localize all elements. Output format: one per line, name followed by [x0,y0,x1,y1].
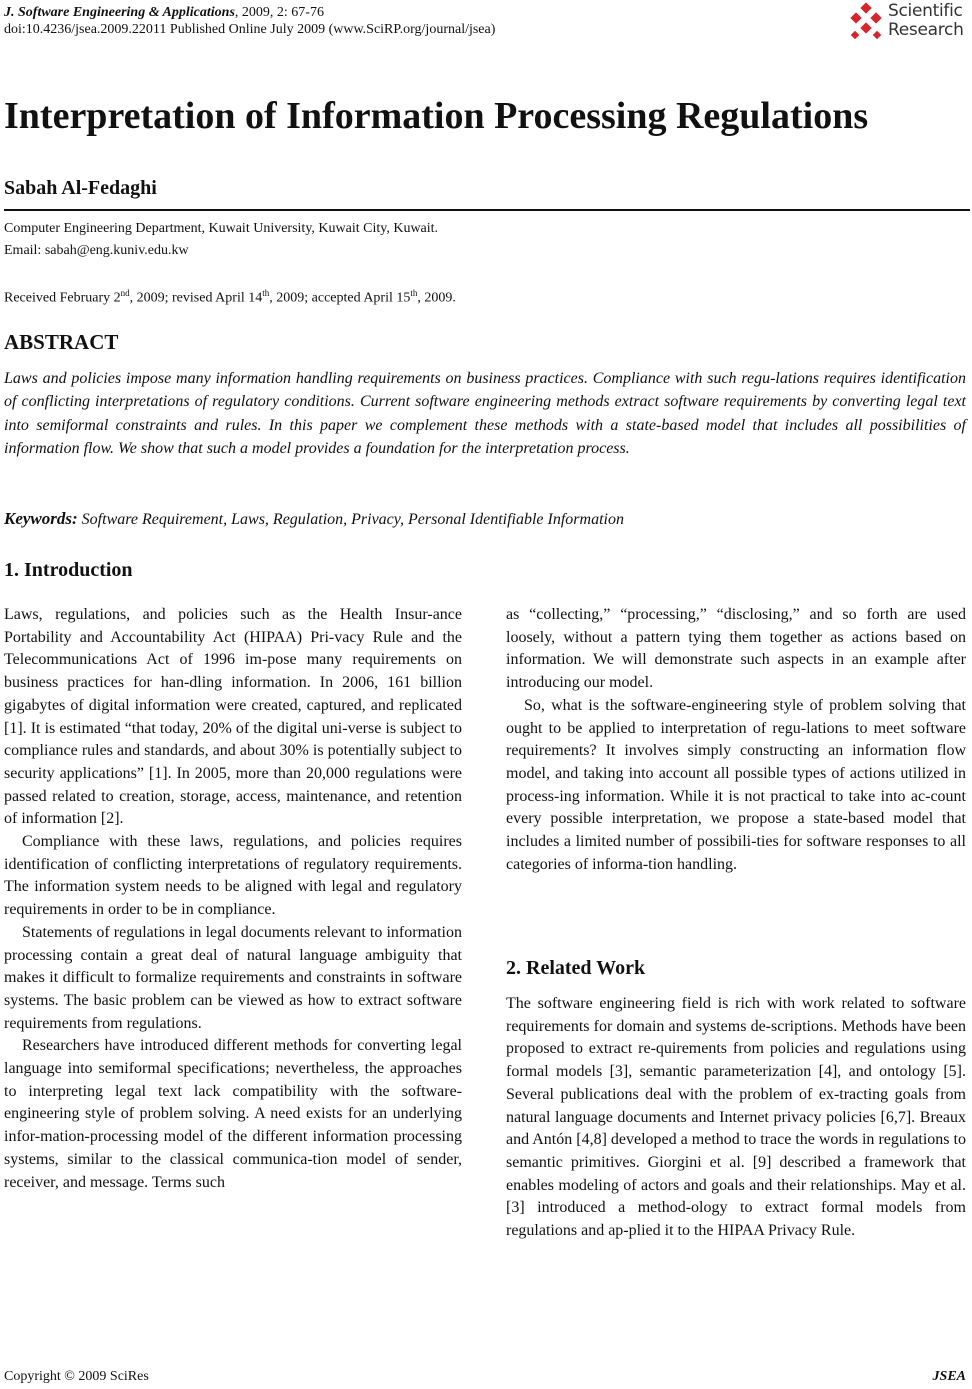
section-1-heading: 1. Introduction [4,559,133,581]
right-column-bottom [506,993,966,1243]
intro-paragraph-6: So, what is the software-engineering style of problem solving that ought to be applied to interpretation of regu-lations to meet software requirements? It involves simply constructing an information flow model, and taking into account all possible types of actions utilized in process-ing information. While it is not practical to take into ac-count every possible interpretation, we propose a state-based model that includes a limited number of possibili-ties for software responses to all categories of informa-tion handling. [506,696,966,873]
intro-paragraph-3: Statements of regulations in legal documents relevant to information processing contain a great deal of natural language ambiguity that makes it difficult to formalize requirements and constraints in software systems. The basic problem can be viewed as how to extract software requirements from regulations. [4,923,462,1032]
journal-citation [4,4,324,21]
logo-line-1: Scientific [888,1,963,21]
received-text-3: , 2009; accepted April 15 [269,290,411,306]
right-column-top [506,604,966,876]
intro-paragraph-2: Compliance with these laws, regulations, and policies requires identification of conflicting interpretations of regulatory requirements. The information system needs to be aligned with legal and regulatory requirements in order to be in compliance. [4,833,462,919]
received-text-1: Received February 2 [4,290,121,306]
author-affiliation: Computer Engineering Department, Kuwait University, Kuwait City, Kuwait. [4,221,439,236]
received-text-2: , 2009; revised April 14 [129,290,263,306]
journal-volume-pages: , 2009, 2: 67-76 [234,5,324,20]
scientific-research-logo [848,2,966,44]
logo-mark-icon [848,2,886,42]
received-sup-2: th [262,288,270,298]
intro-paragraph-4: Researchers have introduced different methods for converting legal language into semiformal specifications; nevertheless, the approaches to interpreting legal text lack compatibility with the software-engineering style of problem solving. A need exists for an underlying infor-mation-processing model of the different information processing systems, similar to the classical communica-tion model of sender, receiver, and message. Terms such [4,1037,462,1191]
logo-line-2: Research [888,20,964,40]
keywords-label: Keywords [4,509,72,528]
keywords-line [4,508,624,531]
section-2-heading: 2. Related Work [506,957,646,979]
paper-title: Interpretation of Information Processing Regulations [4,95,869,137]
keywords-text: Software Requirement, Laws, Regulation, Privacy, Personal Identifiable Information [77,511,624,528]
received-dates [4,284,456,308]
received-text-4: , 2009. [417,290,456,306]
journal-name: J. Software Engineering & Applications [4,5,235,20]
doi-line: doi:10.4236/jsea.2009.22011 Published Online July 2009 (www.SciRP.org/journal/jsea) [4,22,496,37]
keywords-colon: : [72,509,78,528]
footer-copyright: Copyright © 2009 SciRes [4,1369,149,1384]
intro-paragraph-5: as “collecting,” “processing,” “disclosing,” and so forth are used loosely, without a pattern tying them together as actions based on information. We will demonstrate such aspects in an example after introducing our model. [506,606,966,692]
abstract-text: Laws and policies impose many information handling requirements on business practices. Compliance with such regu-lations requires identification of conflicting interpretations of regulatory conditions. Current software engineering methods extract software requirements by converting legal text into semiformal constraints and rules. In this paper we complement these methods with a state-based model that includes all possibilities of information flow. We show that such a model provides a foundation for the interpretation process. [4,370,966,457]
title-divider [4,209,970,211]
author-name: Sabah Al-Fedaghi [4,177,157,199]
received-sup-1: nd [120,288,130,298]
related-work-paragraph-1: The software engineering field is rich with work related to software requirements for domain and systems de-scriptions. Methods have been proposed to extract re-quirements from policies and regulations using formal models [3], semantic parameterization [4], and ontology [5]. Several publications deal with the problem of ex-tracting goals from natural language documents and Internet privacy policies [6,7]. Breaux and Antón [4,8] developed a method to trace the words in regulations to semantic primitives. Giorgini et al. [9] described a framework that enables modeling of actors and goals and their relationships. May et al. [3] introduced a method-ology to extract formal models from regulations and ap-plied it to the HIPAA Privacy Rule. [506,995,966,1240]
footer-journal-abbr: JSEA [932,1369,966,1384]
abstract-heading: ABSTRACT [4,330,119,354]
received-sup-3: th [410,288,418,298]
left-column [4,604,462,1194]
logo-text [888,2,964,40]
author-email: Email: sabah@eng.kuniv.edu.kw [4,243,189,258]
intro-paragraph-1: Laws, regulations, and policies such as the Health Insur-ance Portability and Accountability Act (HIPAA) Pri-vacy Rule and the Telecommunications Act of 1996 im-pose many requirements on business practices for han-dling information. In 2006, 161 billion gigabytes of digital information were created, captured, and replicated [1]. It is estimated “that today, 20% of the digital uni-verse is subject to compliance rules and standards, and about 30% is potentially subject to security applications” [1]. In 2005, more than 20,000 regulations were passed related to creation, storage, access, maintenance, and retention of information [2]. [4,606,462,828]
